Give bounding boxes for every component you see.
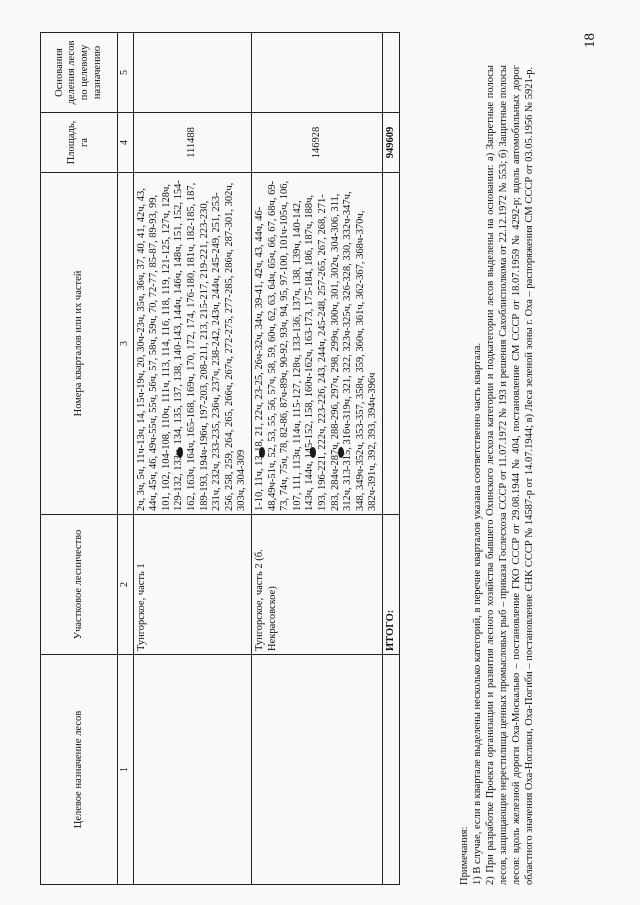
column-number: 4 xyxy=(118,113,134,173)
district-cell: Тунгорское, часть 1 xyxy=(133,515,251,655)
header-basis: Основания деления лесов по целевому назначению xyxy=(41,33,118,113)
purpose-cell xyxy=(133,655,251,885)
header-purpose: Целевое назначение лесов xyxy=(41,655,118,885)
note-item: 2) При разработке Проекта организации и развития лесного хозяйства бывшего Охинского лесхоза категории и подкатегории лесов выделены на основании: а) Запретные полосы лесов, защищающие нерестилища ценных промысловых рыб – приказа Гослесхоза СССР от 11.07.1972 № 193 и решения Сахоблисполкома от 22.12.1972 № 553; б) Защитные полосы лесов: вдоль железной дороги Оха-Москальво – постановление ГКО СССР от 29.08.1944 № 404, постановление СМ СССР от 18.07.1959 № 4292-р; вдоль автомобильных дорог областного значения Оха-Ноглики, Оха-Погиби – постановление СНК СССР № 14587-р от 14.07.1944; в) Леса зеленой зоны г. Оха – распоряжения СМ СССР от 03.05.1956 № 5921-р. xyxy=(485,65,535,885)
basis-cell xyxy=(133,33,251,113)
column-number: 3 xyxy=(118,173,134,515)
total-label: ИТОГО: xyxy=(382,515,400,655)
column-number-row xyxy=(118,33,134,885)
table-row xyxy=(133,33,251,885)
header-area: Площадь, га xyxy=(41,113,118,173)
header-quarters: Номера кварталов или их частей xyxy=(41,173,118,515)
column-number: 5 xyxy=(118,33,134,113)
basis-cell xyxy=(251,33,382,113)
column-number: 1 xyxy=(118,655,134,885)
page-number: 18 xyxy=(582,33,598,48)
column-number: 2 xyxy=(118,515,134,655)
district-cell: Тунгорское, часть 2 (б. Некрасовское) xyxy=(251,515,382,655)
header-district: Участковое лесничество xyxy=(41,515,118,655)
empty-cell xyxy=(382,173,400,515)
forest-purpose-table xyxy=(40,32,400,885)
total-row xyxy=(382,33,400,885)
area-cell: 146928 xyxy=(251,113,382,173)
quarters-cell: 2ч, 3ч, 5ч, 11ч-13ч, 14, 15ч-19ч, 20, 30ч-23ч, 35ч, 36ч, 37, 40, 41, 42ч, 43, 44ч, 45ч, 46, 49ч-55ч, 55ч, 56ч, 57, 58ч, 59ч, 70, 72-77, 85-87, 89-93, 99, 101, 102, 104-108, 110ч, 111ч, 113, 114, 116, 118, 119, 121-125, 127ч, 128ч, 129-132, 133ч, 134, 135, 137, 138, 140-143, 144ч, 146ч, 148ч, 151, 152, 154-162, 163ч, 164ч, 165-168, 169ч, 170, 172, 174, 176-180, 181ч, 182-185, 187, 189-193, 194ч-196ч, 197-203, 208-211, 213, 215-217, 219-221, 223-230, 231ч, 232ч, 233-235, 236ч, 237ч, 238-242, 243ч, 244ч, 245-249, 251, 253-256, 258, 259, 264, 265, 266ч, 267ч, 272-275, 277-285, 286ч, 287-301, 302ч, 303ч, 304-309 xyxy=(133,173,251,515)
table-row xyxy=(251,33,382,885)
purpose-cell xyxy=(251,655,382,885)
area-cell: 111488 xyxy=(133,113,251,173)
notes-title: Примечания: xyxy=(459,826,470,885)
quarters-cell: 1-10, 11ч, 13-18, 21, 22ч, 23-25, 26ч-32ч, 34ч, 39-41, 42ч, 43, 44ч, 46-48,49ч-51ч, 52, 53, 55, 56, 57ч, 58, 59, 60ч, 62, 63, 64ч, 65ч, 66, 67, 68ч, 69-73, 74ч, 75ч, 78, 82-86, 87ч-89ч, 90-92, 93ч, 94, 95, 97-100, 101ч-105ч, 106, 107, 111, 113ч, 114ч, 115-127, 128ч, 133-136, 137ч, 138, 139ч, 140-142, 143ч, 144ч, 145-152, 158, 160ч-162ч, 163-173, 175-184, 186, 187ч, 188ч, 193, 196-221, 222ч, 223-226, 243, 244ч, 245-248, 257-265, 267, 268, 271-283, 284ч-287ч, 288-296, 297ч, 298, 299ч, 300ч, 301, 302ч, 304-306, 311, 312ч, 313-315, 316ч-319ч, 321, 322, 323ч-325ч, 326-328, 330, 332ч-347ч, 348, 349ч-352ч, 353-357, 358ч, 359, 360ч, 361ч, 362-367, 368ч-370ч, 382ч-391ч, 392, 393, 394ч-396ч xyxy=(251,173,382,515)
note-item: 1) В случае, если в квартале выделены несколько категорий, в перечне кварталов указана соответственно часть квартала. xyxy=(472,342,483,885)
empty-cell xyxy=(382,655,400,885)
total-area: 949609 xyxy=(382,113,400,173)
empty-cell xyxy=(382,33,400,113)
table-header-row xyxy=(41,33,118,885)
notes-block xyxy=(458,65,536,885)
